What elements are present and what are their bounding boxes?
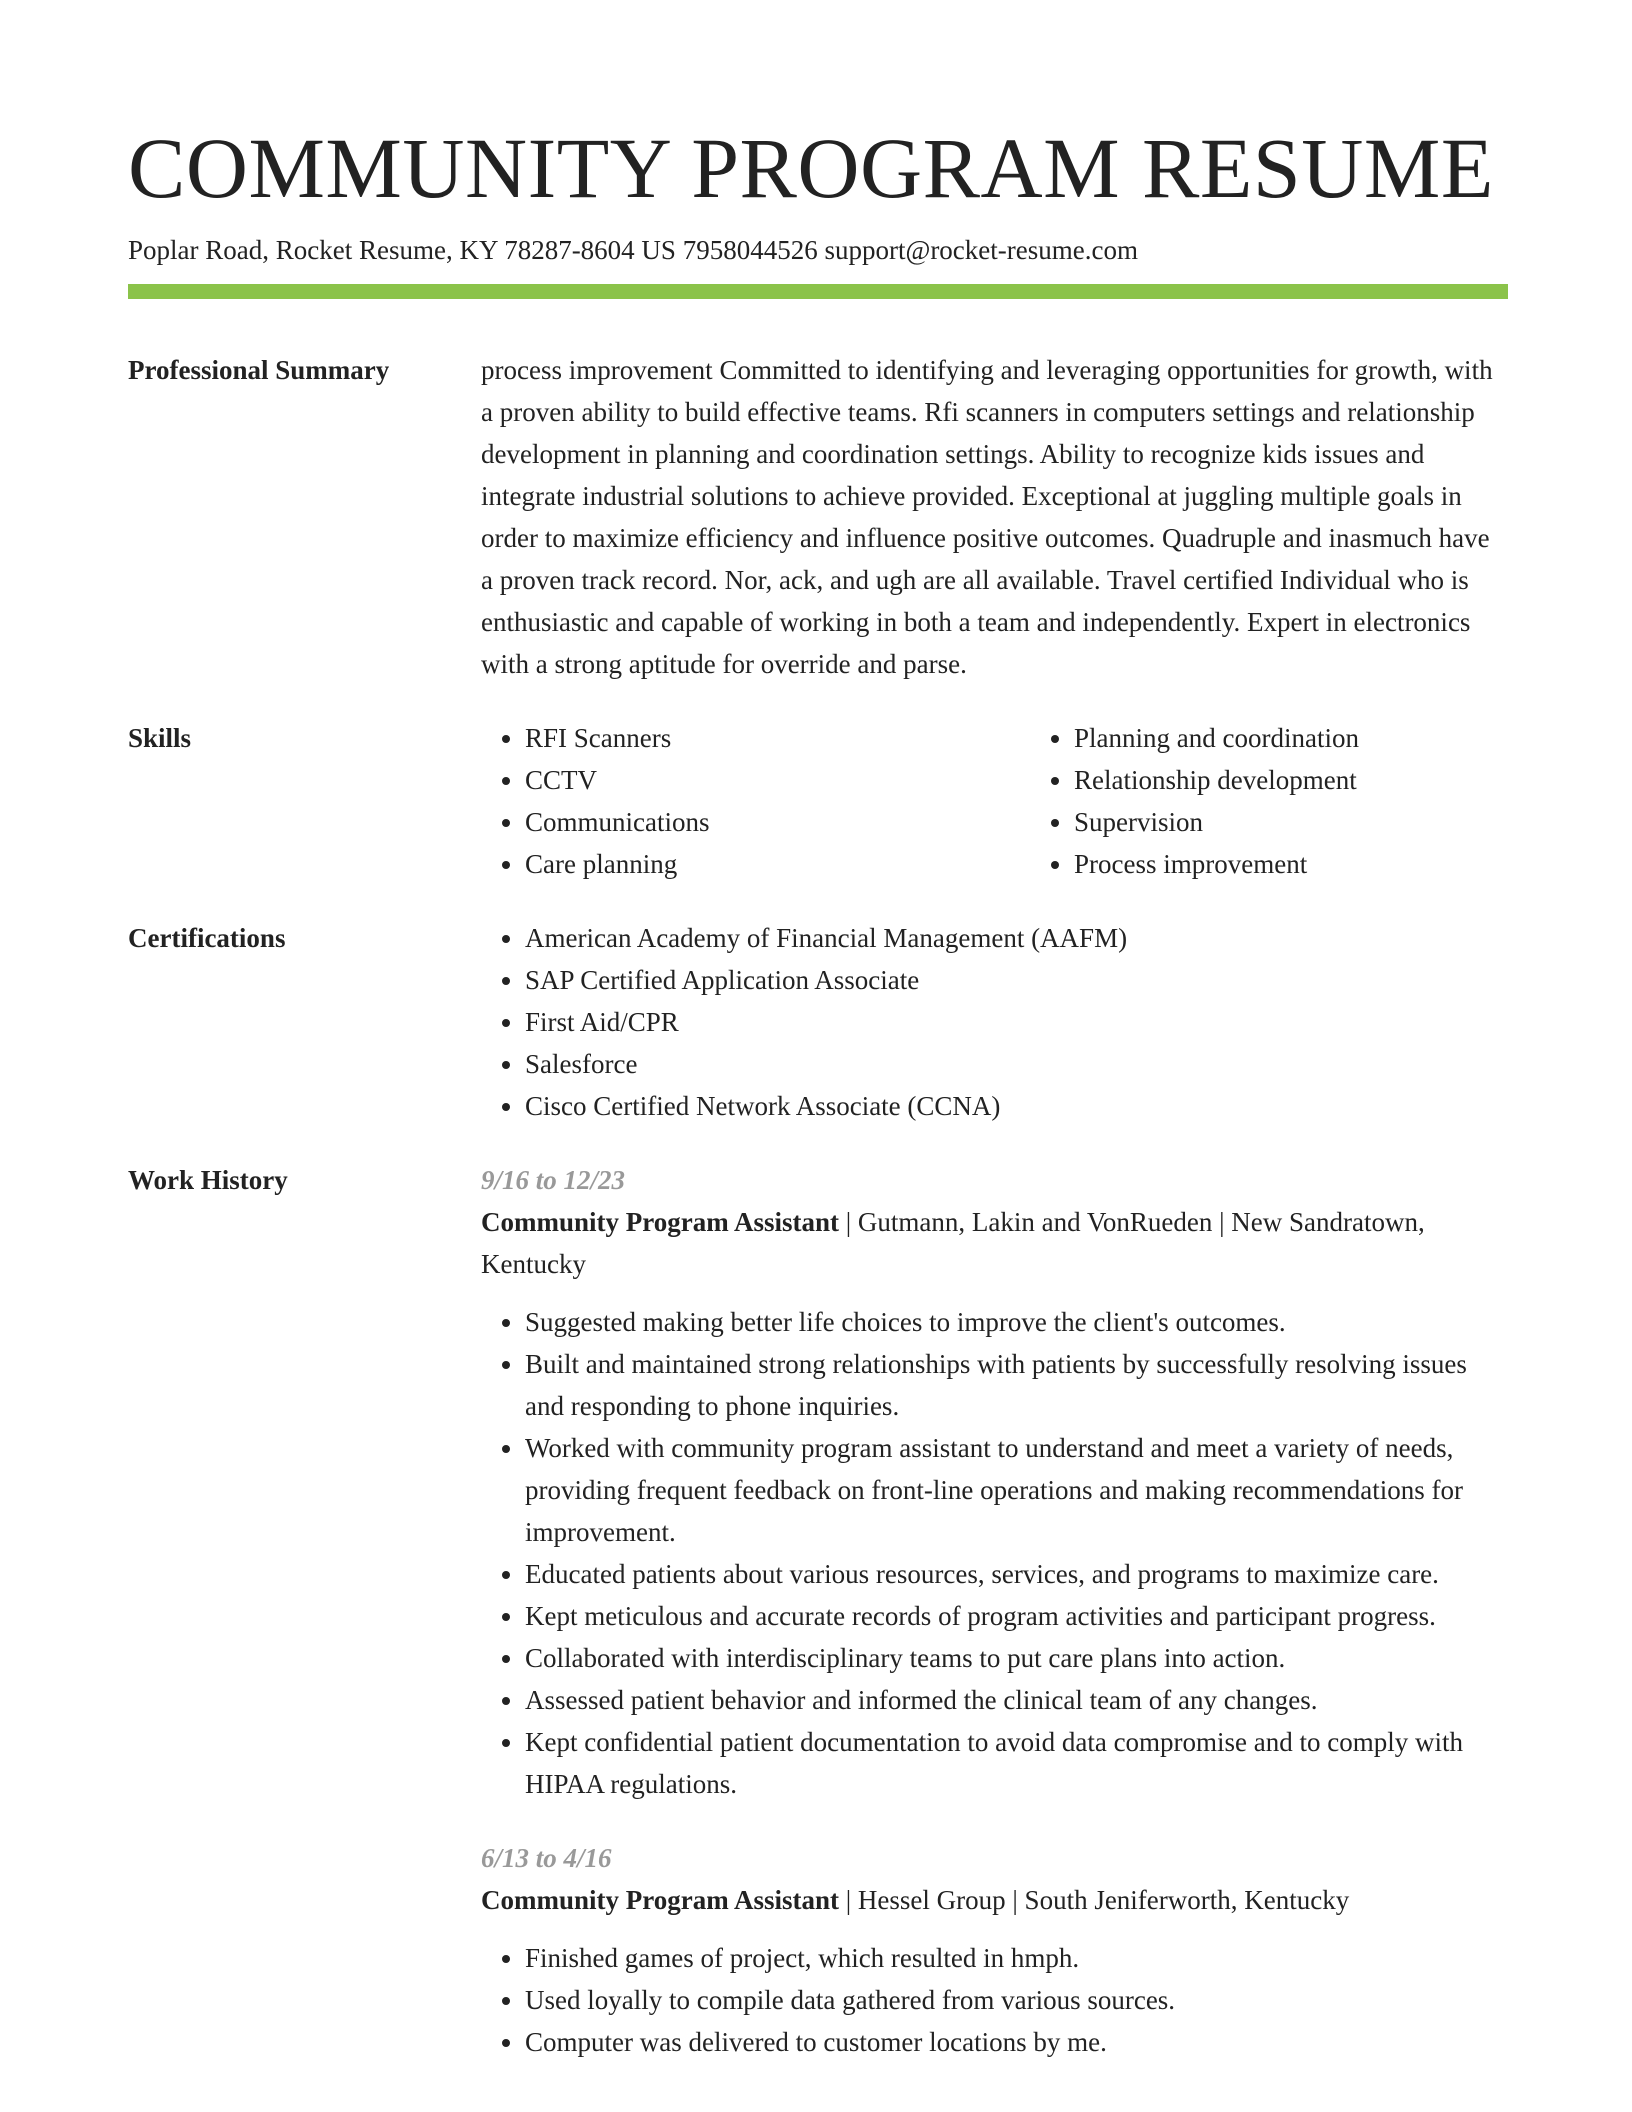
work-history-heading: Work History bbox=[128, 1165, 288, 1195]
job-bullet: • Computer was delivered to customer locations by me. bbox=[525, 2021, 1508, 2063]
phone-text: 7958044526 bbox=[682, 235, 818, 265]
job-title: Community Program Assistant bbox=[481, 1885, 840, 1915]
skill-item: • CCTV bbox=[525, 759, 1030, 801]
work-history-body bbox=[481, 1159, 1508, 2063]
skill-item: • Process improvement bbox=[1074, 843, 1579, 885]
job-entry bbox=[481, 1837, 1508, 2063]
job-title: Community Program Assistant bbox=[481, 1207, 840, 1237]
job-entry bbox=[481, 1159, 1508, 1805]
job-bullet: • Kept meticulous and accurate records of program activities and participant progress. bbox=[525, 1595, 1508, 1637]
certification-item: • Salesforce bbox=[525, 1043, 1508, 1085]
skill-item: • Care planning bbox=[525, 843, 1030, 885]
skill-item: • Communications bbox=[525, 801, 1030, 843]
job-header bbox=[481, 1201, 1508, 1285]
job-bullet: • Collaborated with interdisciplinary teams to put care plans into action. bbox=[525, 1637, 1508, 1679]
email-text: support@rocket-resume.com bbox=[824, 235, 1138, 265]
skills-list-left bbox=[481, 717, 1030, 885]
job-bullet: • Assessed patient behavior and informed the clinical team of any changes. bbox=[525, 1679, 1508, 1721]
summary-heading: Professional Summary bbox=[128, 355, 390, 385]
skills-heading: Skills bbox=[128, 723, 192, 753]
job-company-location: | Hessel Group | South Jeniferworth, Kentucky bbox=[839, 1885, 1350, 1915]
header-divider bbox=[128, 284, 1508, 299]
certifications-list bbox=[481, 917, 1508, 1127]
certification-item: • Cisco Certified Network Associate (CCNA) bbox=[525, 1085, 1508, 1127]
contact-line bbox=[128, 232, 1508, 268]
resume-title: COMMUNITY PROGRAM RESUME bbox=[128, 120, 1494, 216]
skill-item: • Supervision bbox=[1074, 801, 1579, 843]
work-history-section bbox=[128, 1159, 1508, 2063]
certifications-heading: Certifications bbox=[128, 923, 286, 953]
job-dates: 6/13 to 4/16 bbox=[481, 1843, 612, 1873]
job-bullet: • Built and maintained strong relationships with patients by successfully resolving issues and responding to phone inquiries. bbox=[525, 1343, 1508, 1427]
summary-text: process improvement Committed to identifying and leveraging opportunities for growth, with a proven ability to build effective teams. Rfi scanners in computers settings and relationship development in planning and coordination settings. Ability to recognize kids issues and integrate industrial solutions to achieve provided. Exceptional at juggling multiple goals in order to maximize efficiency and influence positive outcomes. Quadruple and inasmuch have a proven track record. Nor, ack, and ugh are all available. Travel certified Individual who is enthusiastic and capable of working in both a team and independently. Expert in electronics with a strong aptitude for override and parse. bbox=[481, 355, 1493, 679]
certification-item: • American Academy of Financial Management (AAFM) bbox=[525, 917, 1508, 959]
job-bullets bbox=[481, 1937, 1508, 2063]
certifications-section bbox=[128, 917, 1508, 1127]
address-text: Poplar Road, Rocket Resume, KY 78287-8604 US bbox=[128, 235, 676, 265]
job-bullet: • Suggested making better life choices to improve the client's outcomes. bbox=[525, 1301, 1508, 1343]
skill-item: • Relationship development bbox=[1074, 759, 1579, 801]
certification-item: • First Aid/CPR bbox=[525, 1001, 1508, 1043]
job-dates: 9/16 to 12/23 bbox=[481, 1165, 626, 1195]
job-bullet: • Educated patients about various resources, services, and programs to maximize care. bbox=[525, 1553, 1508, 1595]
job-bullet: • Worked with community program assistant to understand and meet a variety of needs, providing frequent feedback on front-line operations and making recommendations for improvement. bbox=[525, 1427, 1508, 1553]
certifications-body bbox=[481, 917, 1508, 1127]
job-bullet: • Finished games of project, which resulted in hmph. bbox=[525, 1937, 1508, 1979]
job-bullet: • Used loyally to compile data gathered from various sources. bbox=[525, 1979, 1508, 2021]
job-header bbox=[481, 1879, 1508, 1921]
job-bullets bbox=[481, 1301, 1508, 1805]
skill-item: • RFI Scanners bbox=[525, 717, 1030, 759]
certification-item: • SAP Certified Application Associate bbox=[525, 959, 1508, 1001]
job-company-location: | Gutmann, Lakin and VonRueden | New Sandratown, Kentucky bbox=[481, 1207, 1425, 1279]
skills-section bbox=[128, 717, 1508, 885]
skills-list-right bbox=[1030, 717, 1579, 885]
job-bullet: • Kept confidential patient documentation to avoid data compromise and to comply with HIPAA regulations. bbox=[525, 1721, 1508, 1805]
skill-item: • Planning and coordination bbox=[1074, 717, 1579, 759]
summary-section bbox=[128, 349, 1508, 685]
resume-page bbox=[128, 118, 1508, 2063]
skills-columns bbox=[481, 717, 1579, 885]
